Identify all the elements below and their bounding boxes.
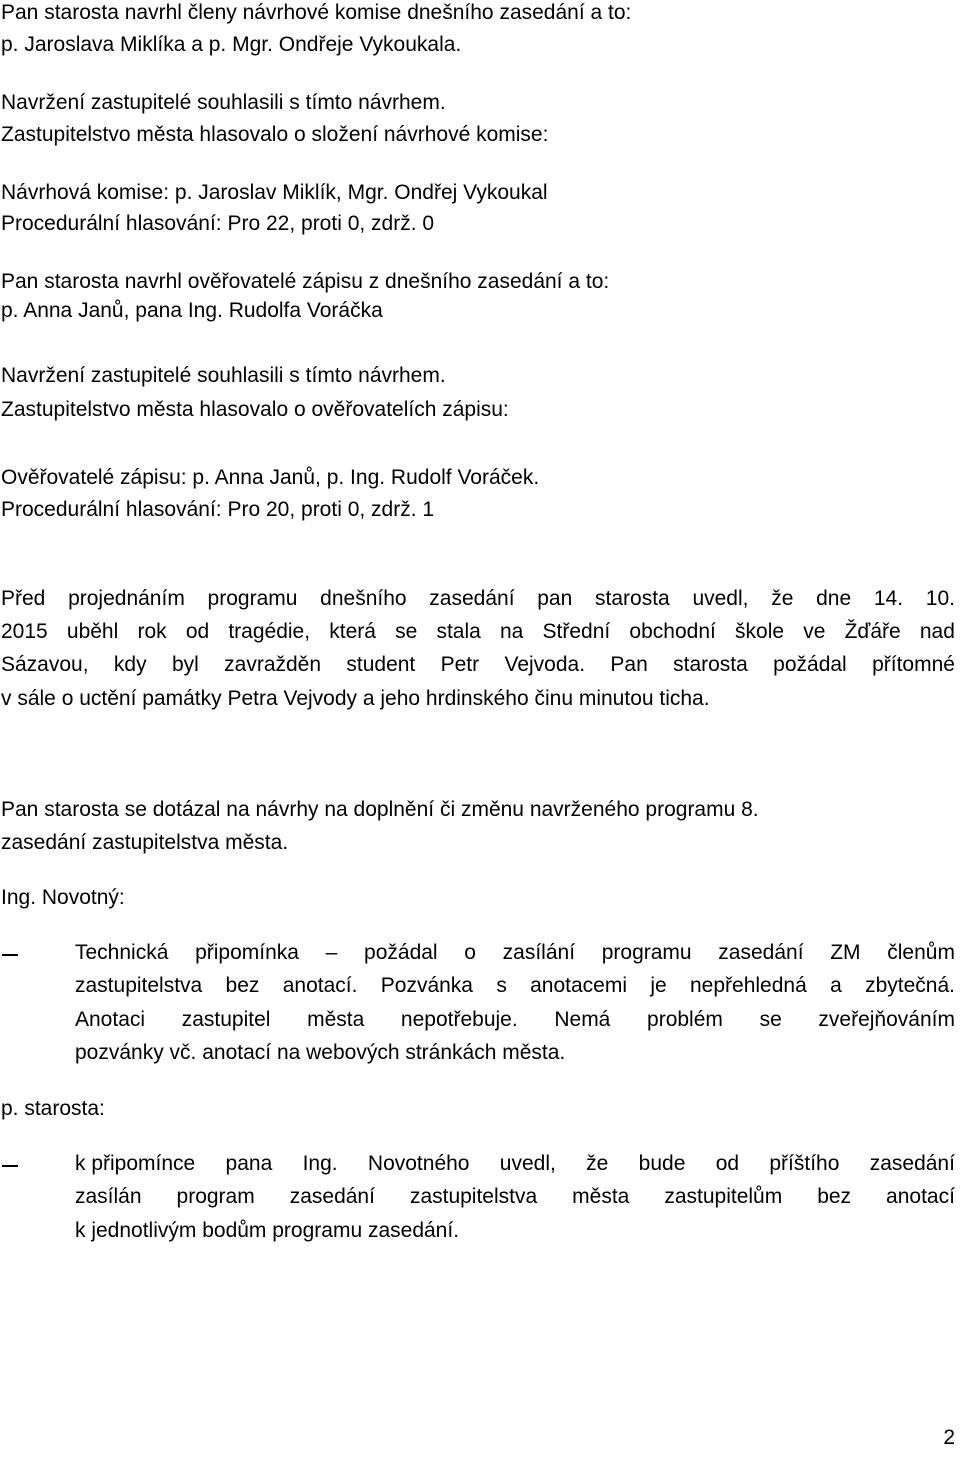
dash-bullet-icon <box>0 940 20 966</box>
text-line: zasedání zastupitelstva města. <box>1 831 289 854</box>
text-line: Pan starosta navrhl ověřovatelé zápisu z dnešního zasedání a to: <box>1 270 610 293</box>
text-line: Zastupitelstvo města hlasovalo o složení návrhové komise: <box>1 123 549 146</box>
speaker-label: Ing. Novotný: <box>1 886 125 909</box>
text-line: Pan starosta navrhl členy návrhové komise dnešního zasedání a to: <box>1 1 632 24</box>
text-line: Zastupitelstvo města hlasovalo o ověřovatelích zápisu: <box>1 398 509 421</box>
text-line: Procedurální hlasování: Pro 20, proti 0, zdrž. 1 <box>1 498 435 521</box>
justified-line: Před projednáním programu dnešního zasedání pan starosta uvedl, že dne 14. 10. <box>1 587 955 610</box>
text-line: Pan starosta se dotázal na návrhy na doplnění či změnu navrženého programu 8. <box>1 798 759 821</box>
justified-line: Sázavou, kdy byl zavražděn student Petr Vejvoda. Pan starosta požádal přítomné <box>1 653 955 676</box>
text-line: Ověřovatelé zápisu: p. Anna Janů, p. Ing. Rudolf Voráček. <box>1 466 540 489</box>
justified-line: Technická připomínka – požádal o zasílání programu zasedání ZM členům <box>75 941 955 964</box>
justified-line: Anotaci zastupitel města nepotřebuje. Nemá problém se zveřejňováním <box>75 1008 955 1031</box>
justified-line: 2015 uběhl rok od tragédie, která se stala na Střední obchodní škole ve Žďáře nad <box>1 620 955 643</box>
speaker-label: p. starosta: <box>1 1097 105 1120</box>
justified-line: k připomínce pana Ing. Novotného uvedl, že bude od příštího zasedání <box>75 1152 955 1175</box>
text-line: p. Jaroslava Miklíka a p. Mgr. Ondřeje Vykoukala. <box>1 33 462 56</box>
text-line: Navržení zastupitelé souhlasili s tímto návrhem. <box>1 364 446 387</box>
text-line: Navržení zastupitelé souhlasili s tímto návrhem. <box>1 91 446 114</box>
text-line: pozvánky vč. anotací na webových stránkách města. <box>75 1041 566 1064</box>
page-number: 2 <box>943 1426 955 1449</box>
text-line: p. Anna Janů, pana Ing. Rudolfa Voráčka <box>1 299 383 322</box>
text-line: v sále o uctění památky Petra Vejvody a jeho hrdinského činu minutou ticha. <box>1 687 710 710</box>
justified-line: zasílán program zasedání zastupitelstva města zastupitelům bez anotací <box>75 1185 955 1208</box>
text-line: k jednotlivým bodům programu zasedání. <box>75 1219 460 1242</box>
justified-line: zastupitelstva bez anotací. Pozvánka s anotacemi je nepřehledná a zbytečná. <box>75 974 955 997</box>
dash-bullet-icon <box>0 1151 20 1177</box>
text-line: Návrhová komise: p. Jaroslav Miklík, Mgr. Ondřej Vykoukal <box>1 181 548 204</box>
text-line: Procedurální hlasování: Pro 22, proti 0, zdrž. 0 <box>1 212 435 235</box>
